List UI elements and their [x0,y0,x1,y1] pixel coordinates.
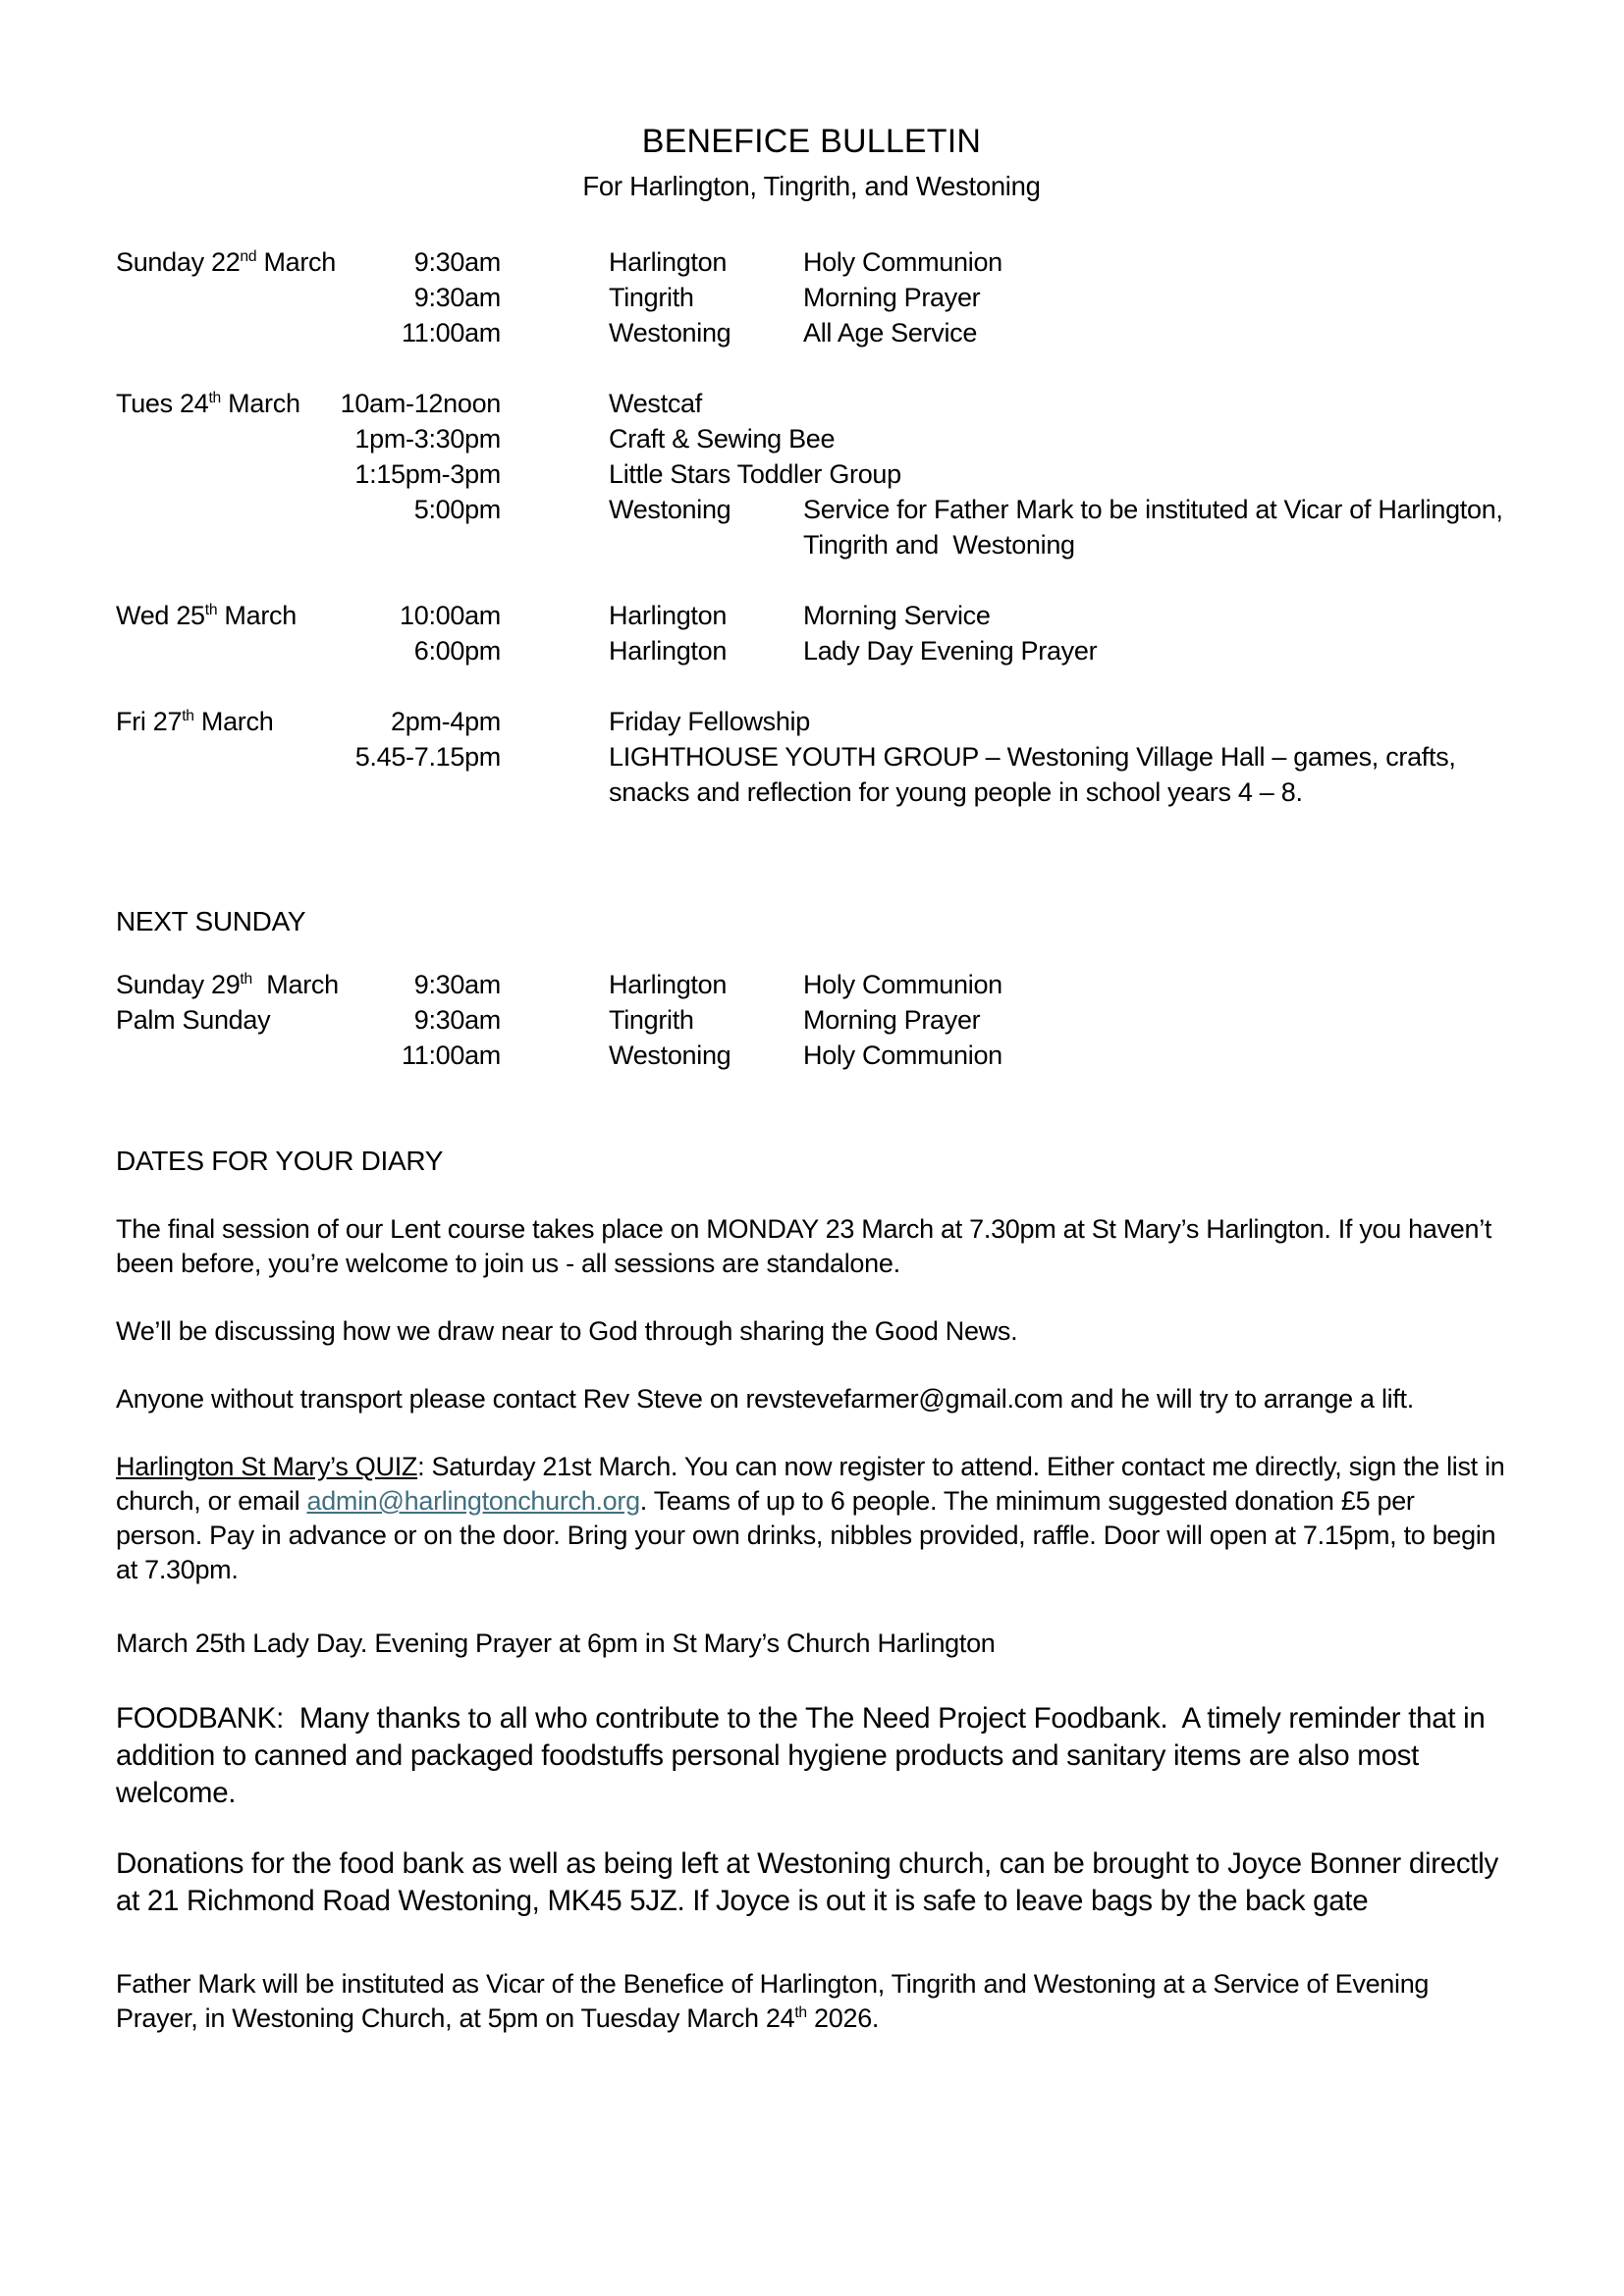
event-date: Tues 24th March [116,389,300,418]
schedule-row [116,456,1507,492]
quiz-email-link[interactable]: admin@harlingtonchurch.org [306,1486,640,1516]
date-ordinal: th [204,602,218,618]
next-sunday-heading: NEXT SUNDAY [116,906,306,936]
event-time: 9:30am [413,247,501,277]
quiz-text-before-link: : Saturday 21st March. You can now register to attend. Either contact me directly, sign the list in church, or email [116,1452,1512,1516]
event-date: Wed 25th March [116,601,297,630]
schedule-row [116,967,1507,1002]
event-name: Friday Fellowship [609,707,810,736]
date-ordinal: th [794,2004,807,2021]
good-news-paragraph: We’ll be discussing how we draw near to God through sharing the Good News. [116,1316,1018,1346]
event-date: Fri 27th March [116,707,274,736]
schedule-row [116,633,1507,668]
lent-course-paragraph: The final session of our Lent course takes place on MONDAY 23 March at 7.30pm at St Mary’s Harlington. If you haven’t been before, you’re welcome to join us - all sessions are standalone. [116,1214,1499,1278]
donations-paragraph: Donations for the food bank as well as being left at Westoning church, can be brought to Joyce Bonner directly at 21 Richmond Road Westoning, MK45 5JZ. If Joyce is out it is safe to leave bags by the back gate [116,1847,1506,1917]
schedule-row [116,280,1507,315]
schedule-row [116,598,1507,633]
quiz-paragraph [116,1450,1512,1587]
foodbank-paragraph: FOODBANK: Many thanks to all who contribute to the The Need Project Foodbank. A timely reminder that in addition to canned and packaged foodstuffs personal hygiene products and sanitary items are also most welcome. [116,1702,1493,1809]
event-time: 1:15pm-3pm [354,459,501,489]
quiz-text-after-link: . Teams of up to 6 people. The minimum suggested donation £5 per person. Pay in advance or on the door. Bring your own drinks, nibbles provided, raffle. Door will open at 7.15pm, to begin at 7.30pm. [116,1486,1503,1584]
event-time: 6:00pm [413,636,501,666]
event-location: Westoning [609,1041,731,1070]
event-description: Morning Service [803,601,991,630]
event-description: Holy Communion [803,1041,1002,1070]
event-time: 9:30am [413,283,501,312]
event-location: Westoning [609,318,731,347]
bulletin-title: BENEFICE BULLETIN [641,123,982,160]
event-name: LIGHTHOUSE YOUTH GROUP – Westoning Village Hall – games, crafts, snacks and reflection for young people in school years 4 – 8. [609,742,1463,807]
event-date: Sunday 22nd March [116,247,336,277]
event-time: 1pm-3:30pm [354,424,501,454]
event-name: Little Stars Toddler Group [609,459,901,489]
event-name: Craft & Sewing Bee [609,424,836,454]
schedule-row [116,386,1507,421]
event-time: 10am-12noon [340,389,501,418]
schedule-row [116,244,1507,280]
event-description: Holy Communion [803,247,1002,277]
event-location: Harlington [609,970,728,999]
event-location: Harlington [609,601,728,630]
event-time: 5.45-7.15pm [354,742,501,772]
bulletin-page [116,0,1512,2036]
event-time: 11:00am [402,318,501,347]
transport-paragraph: Anyone without transport please contact Rev Steve on revstevefarmer@gmail.com and he will try to arrange a lift. [116,1384,1414,1414]
event-location: Harlington [609,636,728,666]
schedule-block-fri-27 [116,704,1507,810]
schedule-row [116,315,1507,350]
event-location: Harlington [609,247,728,277]
schedule-row [116,704,1507,739]
schedule-row [116,1002,1507,1038]
schedule-row [116,492,1510,562]
date-ordinal: nd [240,248,257,265]
event-time: 9:30am [413,970,501,999]
event-time: 11:00am [402,1041,501,1070]
event-time: 10:00am [400,601,501,630]
date-ordinal: th [208,390,221,406]
event-date: Palm Sunday [116,1005,271,1035]
schedule-block-tues-24 [116,386,1510,562]
father-mark-paragraph: Father Mark will be instituted as Vicar of the Benefice of Harlington, Tingrith and Westoning at a Service of Evening Prayer, in Westoning Church, at 5pm on Tuesday March 24th 2026. [116,1969,1436,2033]
event-location: Westoning [609,495,731,524]
event-description: Lady Day Evening Prayer [803,636,1098,666]
event-description: Service for Father Mark to be instituted at Vicar of Harlington, Tingrith and Westoning [803,495,1510,560]
event-time: 5:00pm [413,495,501,524]
event-description: Morning Prayer [803,283,981,312]
schedule-block-sunday-22 [116,244,1507,350]
schedule-block-wed-25 [116,598,1507,668]
schedule-row [116,739,1507,810]
event-time: 2pm-4pm [391,707,501,736]
event-date: Sunday 29th March [116,970,339,999]
event-location: Tingrith [609,1005,694,1035]
schedule-block-sunday-29 [116,967,1507,1073]
date-ordinal: th [240,971,252,988]
event-name: Westcaf [609,389,702,418]
lady-day-paragraph: March 25th Lady Day. Evening Prayer at 6pm in St Mary’s Church Harlington [116,1629,996,1658]
diary-heading: DATES FOR YOUR DIARY [116,1146,444,1176]
date-ordinal: th [182,708,194,724]
quiz-title: Harlington St Mary’s QUIZ [116,1452,418,1481]
event-description: Holy Communion [803,970,1002,999]
event-time: 9:30am [413,1005,501,1035]
schedule-row [116,1038,1507,1073]
bulletin-subtitle: For Harlington, Tingrith, and Westoning [582,171,1041,201]
event-description: All Age Service [803,318,978,347]
event-location: Tingrith [609,283,694,312]
event-description: Morning Prayer [803,1005,981,1035]
schedule-row [116,421,1507,456]
